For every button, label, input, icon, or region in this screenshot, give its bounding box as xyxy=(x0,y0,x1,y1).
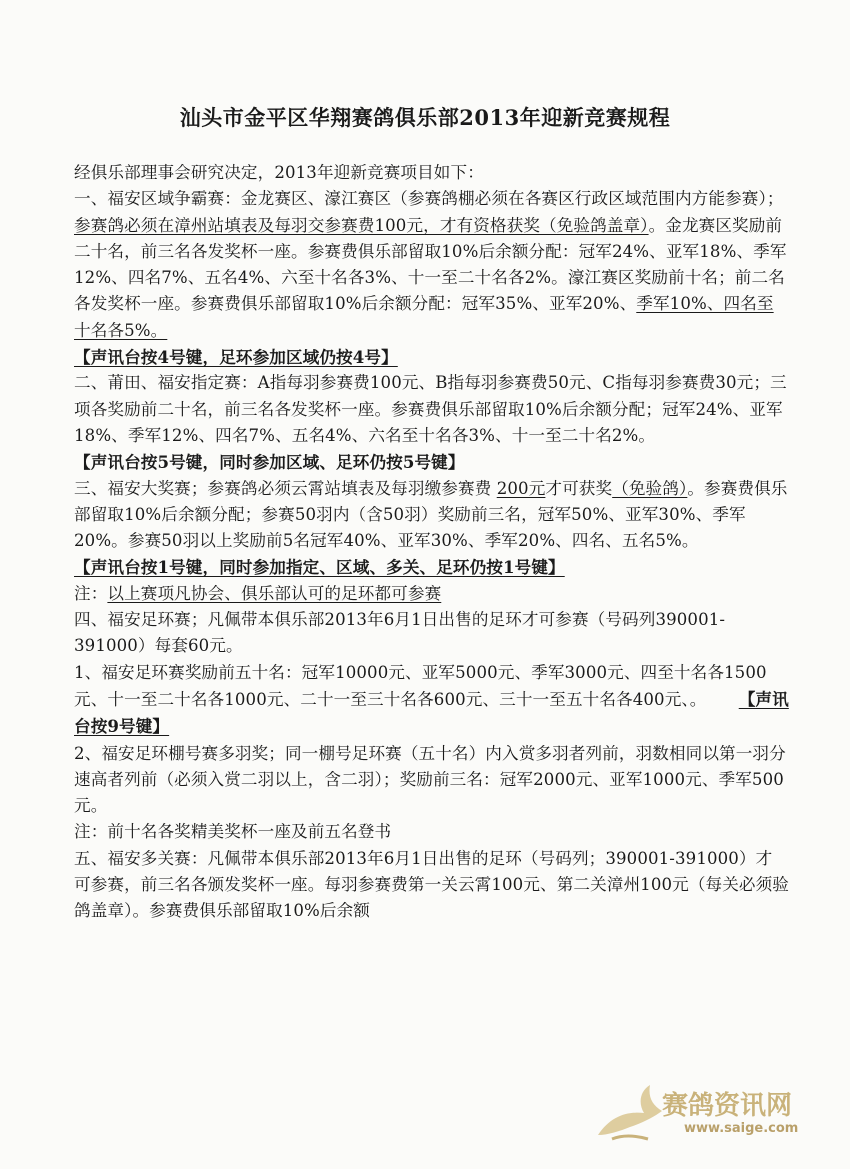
section-4-2-paragraph: 2、福安足环棚号赛多羽奖；同一棚号足环赛（五十名）内入赏多羽者列前，羽数相同以第一羽分速高者列前（必须入赏二羽以上，含二羽）；奖励前三名：冠军2000元、亚军1000元、季军500元。 xyxy=(74,743,786,816)
site-watermark xyxy=(592,1077,812,1147)
watermark-site-name: 赛鸽资讯网 xyxy=(662,1091,793,1121)
notice-2: 【声讯台按5号键，同时参加区域、足环仍按5号键】 xyxy=(74,452,465,473)
section-3-text-c: 。参赛费俱乐部留取10%后余额分配；参赛50羽内（含50羽）奖励前三名，冠军50%、亚军30%、季军20%。参赛50羽以上奖励前5名冠军40%、亚军30%、季军20%、四名、五名5%。 xyxy=(74,478,788,551)
note-1-text: 以上赛项凡协会、俱乐部认可的足环都可参赛 xyxy=(107,583,442,603)
note-2: 注：前十名各奖精美奖杯一座及前五名登书 xyxy=(74,822,392,842)
section-5-paragraph: 五、福安多关赛：凡佩带本俱乐部2013年6月1日出售的足环（号码列；390001-391000）才可参赛，前三名各颁发奖杯一座。每羽参赛费第一关云霄100元、第二关漳州100元（每关必须验鸽盖章）。参赛费俱乐部留取10%后余额 xyxy=(74,848,789,921)
notice-4: 【声讯台按9号键】 xyxy=(74,688,789,737)
section-1-underlined-requirement: 参赛鸽必须在漳州站填表及每羽交参赛费100元，才有资格获奖（免验鸽盖章） xyxy=(74,215,649,235)
section-1-text-a: 一、福安区域争霸赛：金龙赛区、濠江赛区（参赛鸽棚必须在各赛区行政区域范围内方能参赛）； xyxy=(74,189,784,209)
pigeon-logo-icon xyxy=(592,1077,672,1147)
section-3-paragraph xyxy=(74,476,789,555)
note-1-prefix: 注： xyxy=(74,583,108,603)
section-1-text-b: 。金龙赛区奖励前二十名，前三名各发奖杯一座。参赛费俱乐部留取10%后余额分配：冠军24%、亚军18%、季军12%、四名7%、五名4%、六至十名各3%、十一至二十名各2%。濠江赛区奖励前十名；前二名各发奖杯一座。参赛费俱乐部留取10%后余额分配：冠军35%、亚军20%、 xyxy=(74,215,787,314)
notice-1-text: 【声讯台按4号键，足环参加区域仍按4号】 xyxy=(74,347,398,368)
section-3-text-b: 才可获奖 xyxy=(545,478,613,498)
section-3-text-a: 三、福安大奖赛；参赛鸽必须云霄站填表及每羽缴参赛费 xyxy=(74,478,492,498)
section-4-1-paragraph xyxy=(74,660,789,741)
document-title: 汕头市金平区华翔赛鸽俱乐部2013年迎新竞赛规程 xyxy=(179,105,671,130)
section-4-1-text: 1、福安足环赛奖励前五十名：冠军10000元、亚军5000元、季军3000元、四至十名各1500元、十一至二十名各1000元、二十一至三十名各600元、三十一至五十名各400元、。 xyxy=(74,662,767,709)
section-2-paragraph: 二、莆田、福安指定赛：A指每羽参赛费100元、B指每羽参赛费50元、C指每羽参赛费30元；三项各奖励前二十名，前三名各发奖杯一座。参赛费俱乐部留取10%后余额分配；冠军24%、亚军18%、季军12%、四名7%、五名4%、六名至十名各3%、十一至二十名2%。 xyxy=(74,373,787,445)
notice-1 xyxy=(74,344,789,370)
notice-3-text: 【声讯台按1号键，同时参加指定、区域、多关、足环仍按1号键】 xyxy=(74,557,565,578)
section-4-paragraph: 四、福安足环赛；凡佩带本俱乐部2013年6月1日出售的足环才可参赛（号码列390001-391000）每套60元。 xyxy=(74,610,726,656)
intro-paragraph: 经俱乐部理事会研究决定，2013年迎新竞赛项目如下： xyxy=(74,163,484,182)
section-3-underlined-fee: 200元 xyxy=(496,478,546,498)
document-body xyxy=(74,160,789,925)
section-1-paragraph xyxy=(74,186,789,344)
notice-3 xyxy=(74,554,789,580)
note-1 xyxy=(74,581,789,607)
watermark-url: www.saige.com xyxy=(684,1121,799,1136)
section-3-underlined-note: （免验鸽） xyxy=(612,478,688,498)
section-1-underlined-tail: 季军10%、四名至十名各5%。 xyxy=(74,294,774,340)
